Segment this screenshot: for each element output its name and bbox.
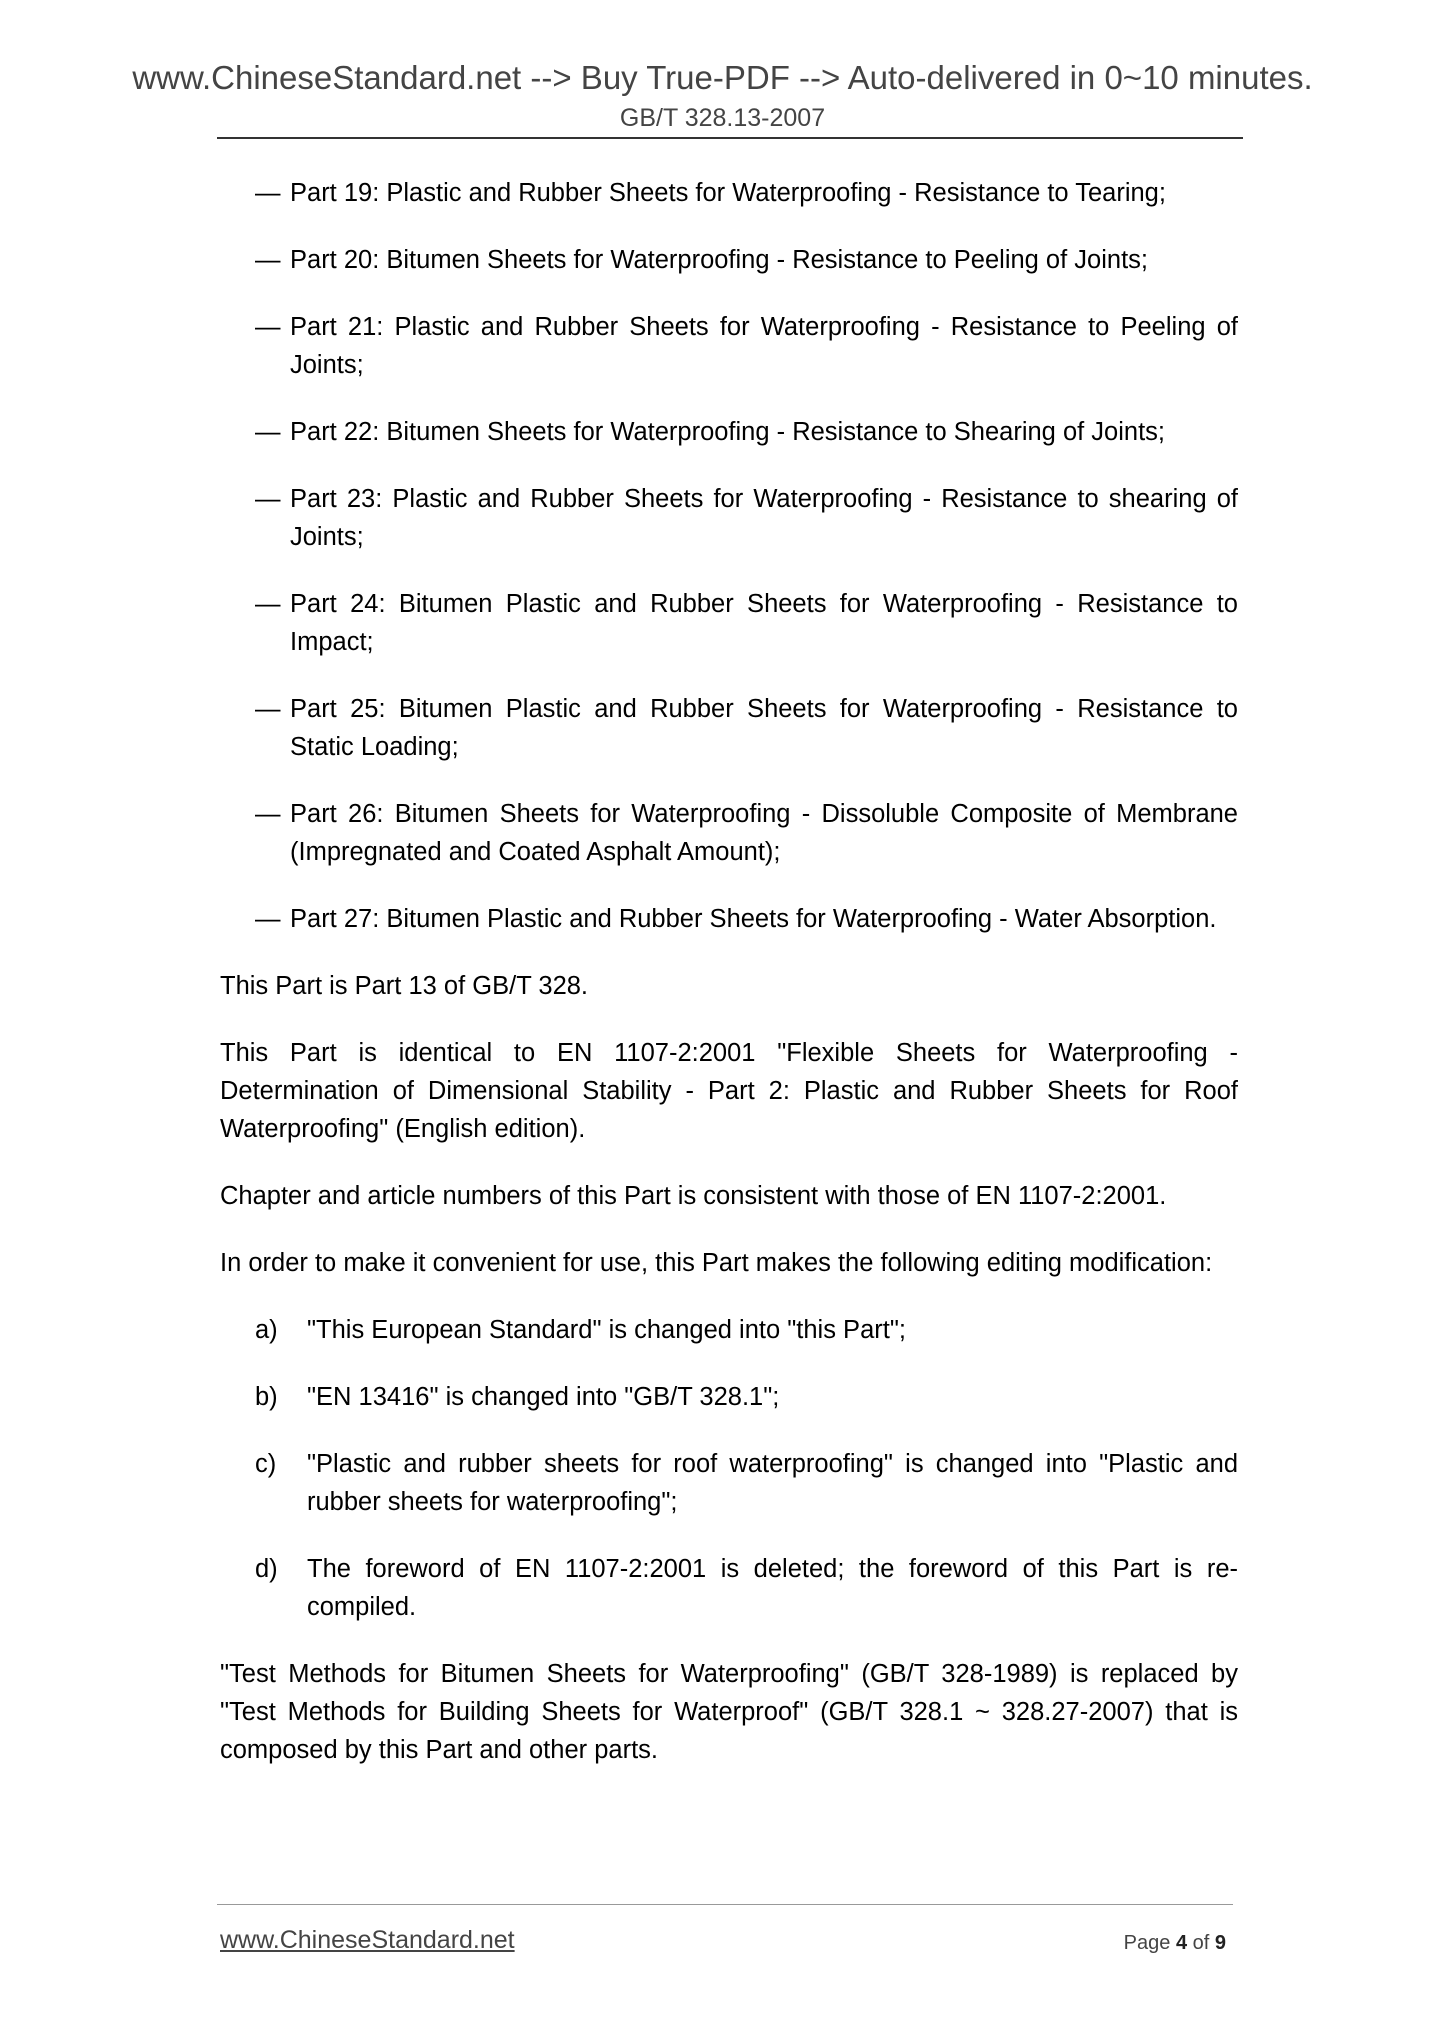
list-item-text: Part 25: Bitumen Plastic and Rubber Sheets for Waterproofing - Resistance to Static Loading; bbox=[290, 695, 1238, 761]
list-item-part-21 bbox=[220, 308, 1238, 384]
list-item-text: Part 26: Bitumen Sheets for Waterproofing - Dissoluble Composite of Membrane (Impregnated and Coated Asphalt Amount); bbox=[290, 800, 1238, 866]
page-current: 4 bbox=[1175, 1932, 1188, 1954]
item-marker: c) bbox=[255, 1450, 277, 1478]
item-marker: a) bbox=[255, 1316, 278, 1344]
page-label: Page bbox=[1123, 1932, 1171, 1954]
paragraph-modification-intro: In order to make it convenient for use, this Part makes the following editing modification: bbox=[220, 1249, 1213, 1277]
dash-marker: — bbox=[255, 800, 281, 828]
header-divider bbox=[217, 137, 1243, 139]
item-text: "Plastic and rubber sheets for roof waterproofing" is changed into "Plastic and rubber sheets for waterproofing"; bbox=[307, 1450, 1238, 1516]
page-total: 9 bbox=[1214, 1932, 1226, 1954]
modification-item-d bbox=[220, 1550, 1238, 1626]
list-item-part-20 bbox=[220, 241, 1238, 279]
modification-item-c bbox=[220, 1445, 1238, 1521]
paragraph-part-of: This Part is Part 13 of GB/T 328. bbox=[220, 972, 589, 1000]
list-item-part-22 bbox=[220, 413, 1238, 451]
paragraph-replaced: "Test Methods for Bitumen Sheets for Waterproofing" (GB/T 328-1989) is replaced by "Test Methods for Building Sheets for Waterproof" (GB/T 328.1 ~ 328.27-2007) that is composed by this Part and other parts. bbox=[220, 1660, 1238, 1764]
list-item-part-27 bbox=[220, 900, 1238, 938]
item-text: "This European Standard" is changed into "this Part"; bbox=[307, 1316, 906, 1344]
standard-code: GB/T 328.13-2007 bbox=[619, 104, 826, 132]
list-item-text: Part 27: Bitumen Plastic and Rubber Sheets for Waterproofing - Water Absorption. bbox=[290, 905, 1217, 933]
footer-divider bbox=[217, 1904, 1233, 1905]
list-item-text: Part 23: Plastic and Rubber Sheets for Waterproofing - Resistance to shearing of Joints; bbox=[290, 485, 1238, 551]
list-item-part-23 bbox=[220, 480, 1238, 556]
list-item-text: Part 20: Bitumen Sheets for Waterproofing - Resistance to Peeling of Joints; bbox=[290, 246, 1148, 274]
dash-marker: — bbox=[255, 179, 281, 207]
dash-marker: — bbox=[255, 590, 281, 618]
item-marker: d) bbox=[255, 1555, 278, 1583]
modification-item-a bbox=[220, 1311, 1238, 1349]
dash-marker: — bbox=[255, 418, 281, 446]
item-text: The foreword of EN 1107-2:2001 is deleted; the foreword of this Part is re-compiled. bbox=[307, 1555, 1238, 1621]
page-body bbox=[220, 174, 1238, 1798]
list-item-part-26 bbox=[220, 795, 1238, 871]
paragraph-consistent: Chapter and article numbers of this Part is consistent with those of EN 1107-2:2001. bbox=[220, 1182, 1167, 1210]
modification-item-b bbox=[220, 1378, 1238, 1416]
list-item-text: Part 22: Bitumen Sheets for Waterproofing - Resistance to Shearing of Joints; bbox=[290, 418, 1165, 446]
site-banner[interactable]: www.ChineseStandard.net --> Buy True-PDF --> Auto-delivered in 0~10 minutes. bbox=[132, 59, 1313, 96]
item-marker: b) bbox=[255, 1383, 278, 1411]
list-item-part-25 bbox=[220, 690, 1238, 766]
page-number bbox=[1124, 1930, 1226, 1956]
dash-marker: — bbox=[255, 695, 281, 723]
paragraph-identical: This Part is identical to EN 1107-2:2001 "Flexible Sheets for Waterproofing - Determination of Dimensional Stability - Part 2: Plastic and Rubber Sheets for Roof Waterproofing" (English edition). bbox=[220, 1039, 1238, 1143]
list-item-part-24 bbox=[220, 585, 1238, 661]
footer-site-link[interactable]: www.ChineseStandard.net bbox=[220, 1926, 515, 1954]
dash-marker: — bbox=[255, 313, 281, 341]
list-item-part-19 bbox=[220, 174, 1238, 212]
dash-marker: — bbox=[255, 246, 281, 274]
item-text: "EN 13416" is changed into "GB/T 328.1"; bbox=[307, 1383, 780, 1411]
dash-marker: — bbox=[255, 905, 281, 933]
page-of: of bbox=[1192, 1932, 1210, 1954]
list-item-text: Part 21: Plastic and Rubber Sheets for Waterproofing - Resistance to Peeling of Joints; bbox=[290, 313, 1238, 379]
list-item-text: Part 24: Bitumen Plastic and Rubber Sheets for Waterproofing - Resistance to Impact; bbox=[290, 590, 1238, 656]
dash-marker: — bbox=[255, 485, 281, 513]
list-item-text: Part 19: Plastic and Rubber Sheets for Waterproofing - Resistance to Tearing; bbox=[290, 179, 1166, 207]
